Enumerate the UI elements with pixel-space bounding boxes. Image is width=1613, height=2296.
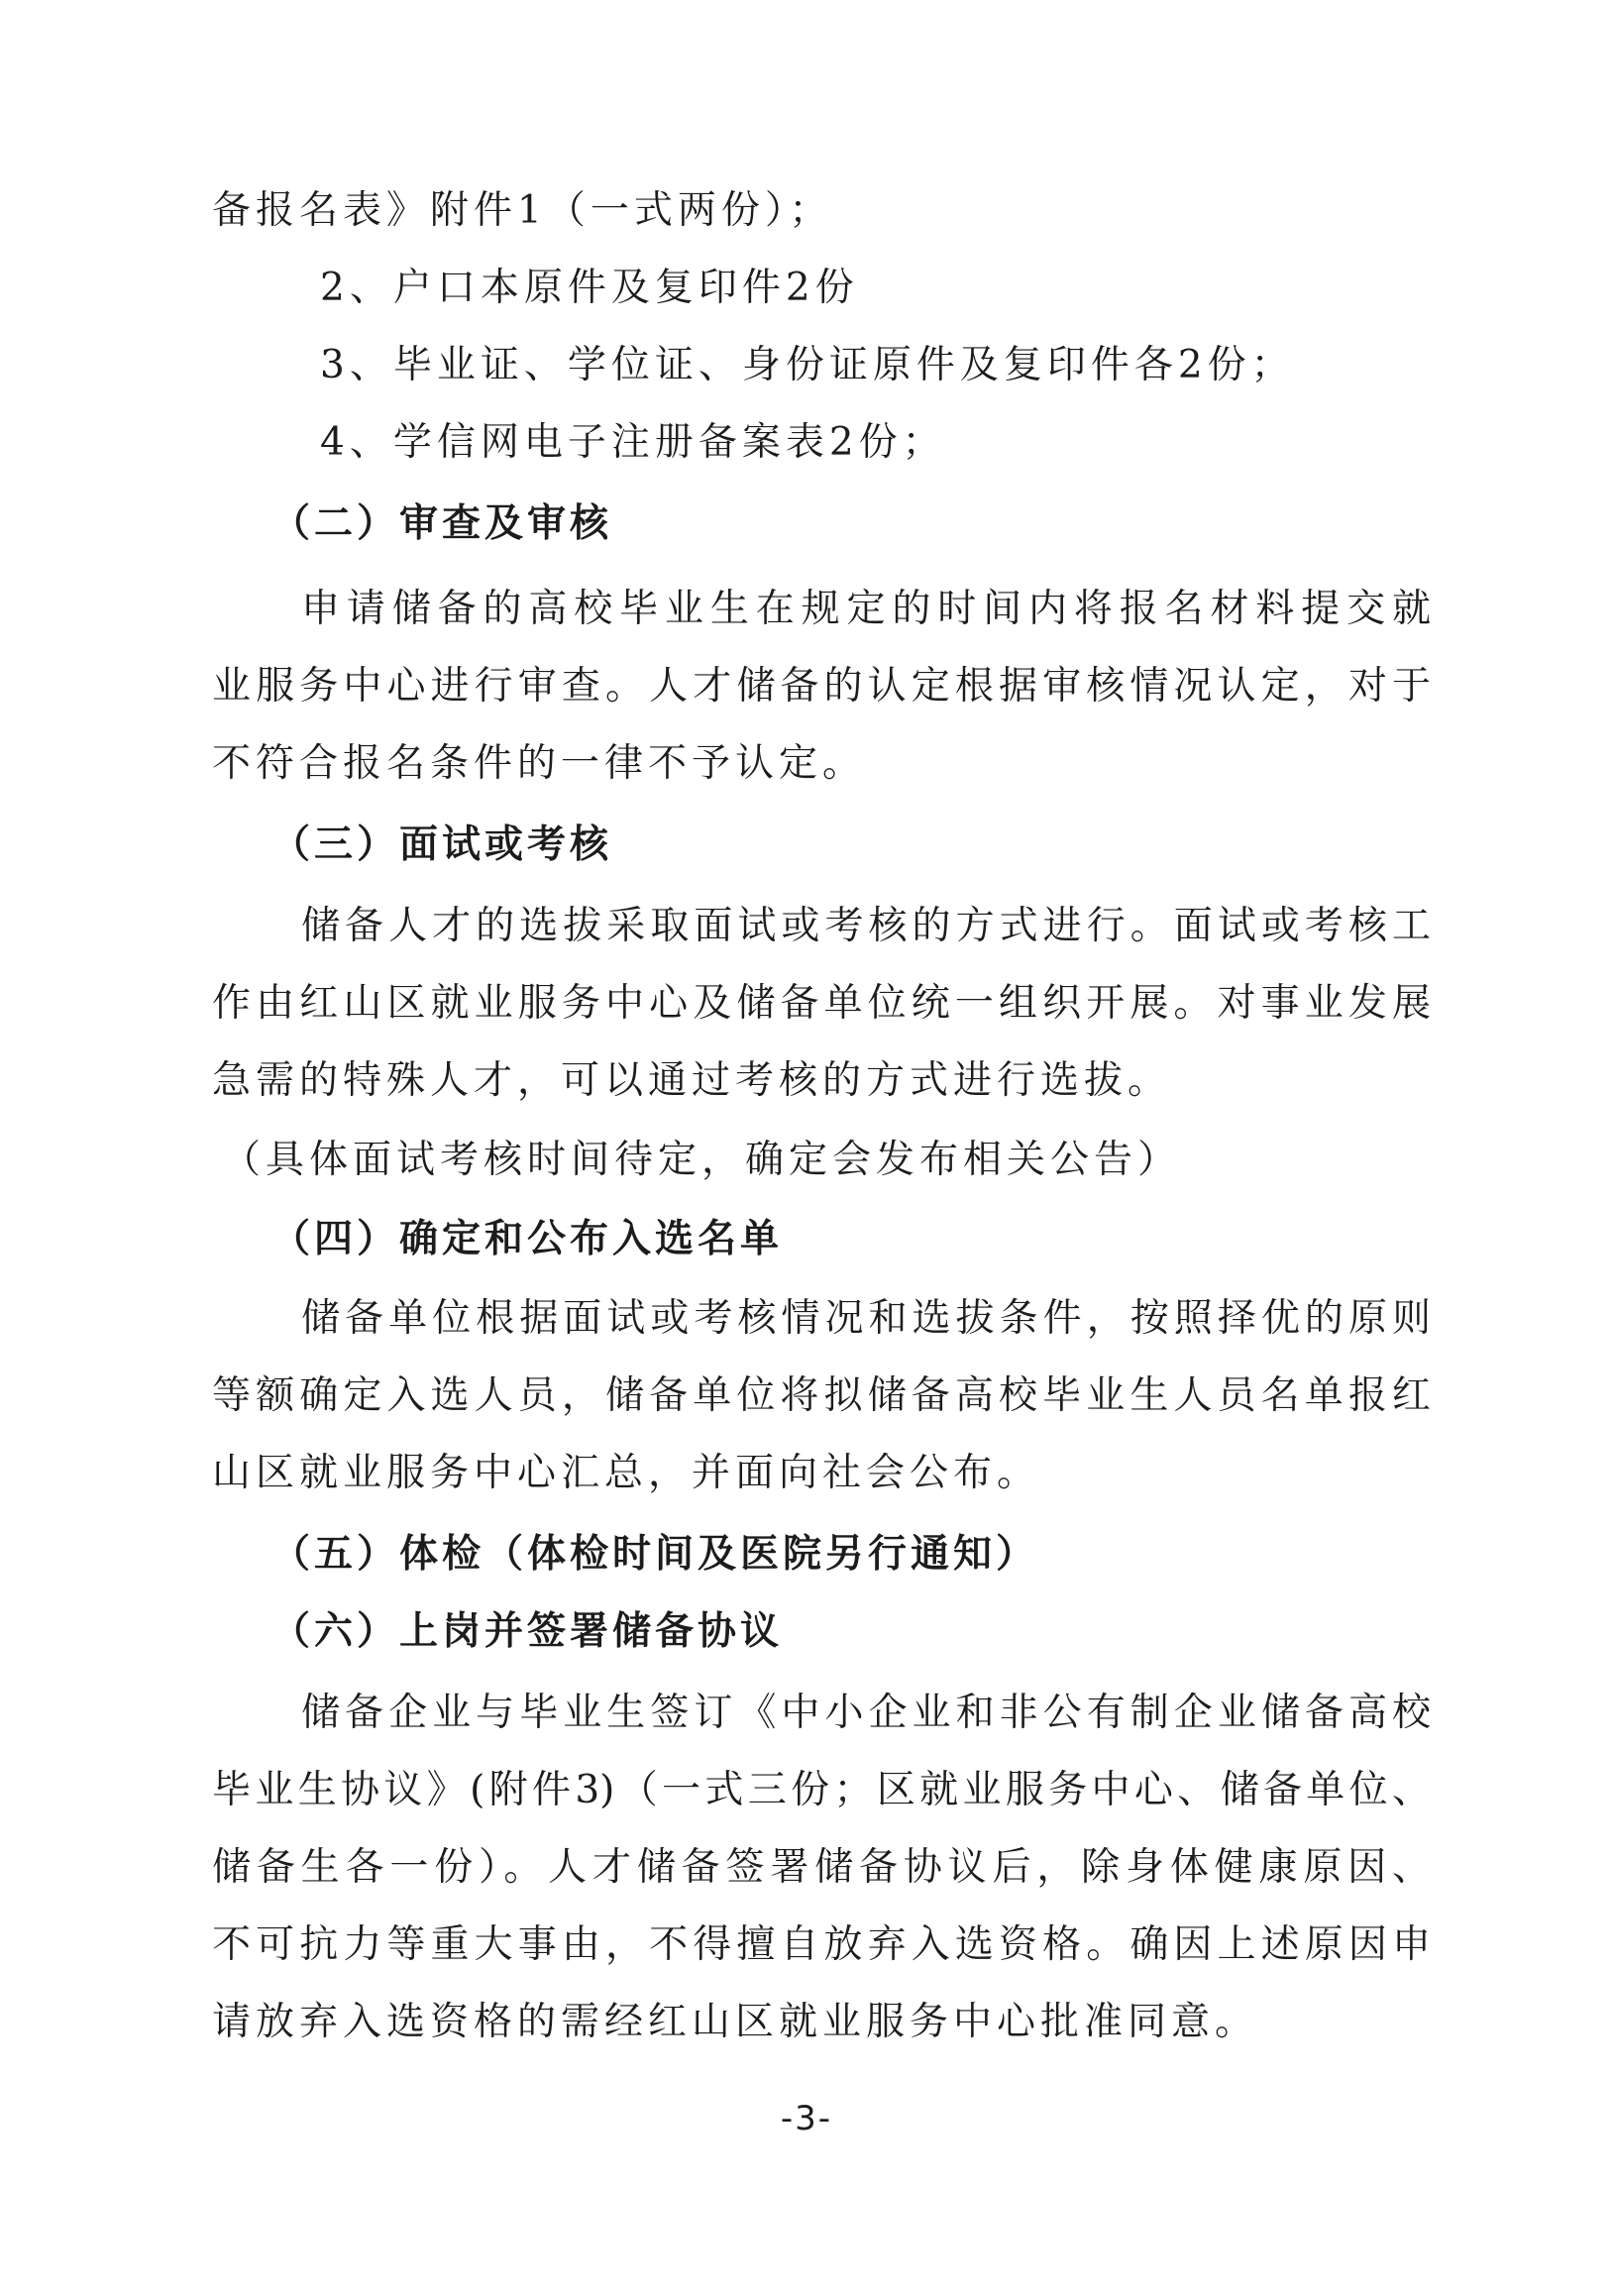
page-number: -3- <box>780 2099 833 2138</box>
section-heading-2: （二）审查及审核 <box>271 501 613 546</box>
section-heading-3: （三）面试或考核 <box>271 822 613 867</box>
text-line: 申请储备的高校毕业生在规定的时间内将报名材料提交就 <box>301 587 1431 631</box>
text-line: 急需的特殊人才，可以通过考核的方式进行选拔。 <box>212 1058 1172 1103</box>
section-heading-4: （四）确定和公布入选名单 <box>271 1217 784 1261</box>
text-line: 储备人才的选拔采取面试或考核的方式进行。面试或考核工 <box>301 904 1431 948</box>
text-line: 不符合报名条件的一律不予认定。 <box>212 741 867 786</box>
text-line: 储备单位根据面试或考核情况和选拔条件，按照择优的原则 <box>301 1296 1431 1341</box>
text-line: 作由红山区就业服务中心及储备单位统一组织开展。对事业发展 <box>212 981 1431 1026</box>
text-line: 备报名表》附件1（一式两份）； <box>212 188 833 233</box>
text-line: 山区就业服务中心汇总，并面向社会公布。 <box>212 1451 1041 1495</box>
text-line: 毕业生协议》(附件3)（一式三份；区就业服务中心、储备单位、 <box>212 1768 1431 1812</box>
text-line: 不可抗力等重大事由，不得擅自放弃入选资格。确因上述原因申 <box>212 1922 1431 1967</box>
text-line: 储备生各一份）。人才储备签署储备协议后，除身体健康原因、 <box>212 1845 1431 1890</box>
text-line: 3、毕业证、学位证、身份证原件及复印件各2份； <box>320 343 1295 387</box>
text-line: 2、户口本原件及复印件2份 <box>320 266 859 310</box>
section-heading-5: （五）体检（体检时间及医院另行通知） <box>271 1532 1039 1577</box>
text-line: （具体面试考核时间待定，确定会发布相关公告） <box>222 1138 1182 1182</box>
text-line: 请放弃入选资格的需经红山区就业服务中心批准同意。 <box>212 2000 1259 2044</box>
text-line: 储备企业与毕业生签订《中小企业和非公有制企业储备高校 <box>301 1691 1431 1735</box>
text-line: 4、学信网电子注册备案表2份； <box>320 420 946 465</box>
section-heading-6: （六）上岗并签署储备协议 <box>271 1609 784 1654</box>
text-line: 等额确定入选人员，储备单位将拟储备高校毕业生人员名单报红 <box>212 1373 1431 1418</box>
text-line: 业服务中心进行审查。人才储备的认定根据审核情况认定，对于 <box>212 664 1431 709</box>
